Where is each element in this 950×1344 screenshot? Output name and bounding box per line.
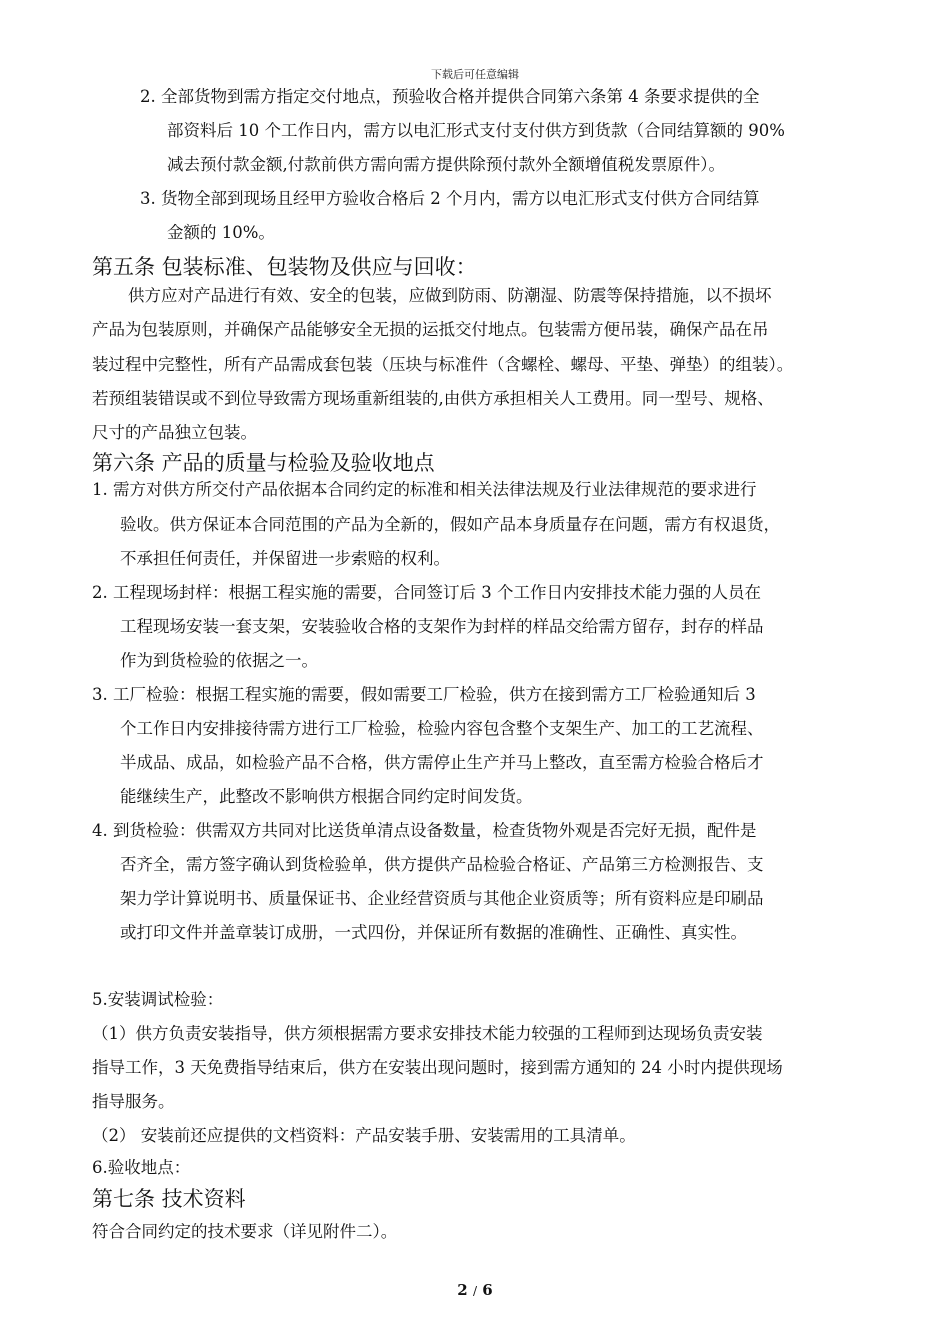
section-heading: 第六条 产品的质量与检验及验收地点 bbox=[92, 451, 435, 475]
paragraph-line: 不承担任何责任，并保留进一步索赔的权利。 bbox=[120, 549, 450, 568]
paragraph-line: 指导工作，3 天免费指导结束后，供方在安装出现问题时，接到需方通知的 24 小时内提供现场 bbox=[92, 1058, 783, 1077]
paragraph-line: 符合合同约定的技术要求（详见附件二）。 bbox=[92, 1222, 398, 1241]
paragraph-line: 2. 工程现场封样：根据工程实施的需要，合同签订后 3 个工作日内安排技术能力强的人员在 bbox=[92, 583, 761, 602]
page-separator: / bbox=[472, 1284, 478, 1298]
section-heading: 第七条 技术资料 bbox=[92, 1187, 246, 1211]
paragraph-line: 金额的 10%。 bbox=[167, 223, 275, 242]
paragraph-line: 2. 全部货物到需方指定交付地点，预验收合格并提供合同第六条第 4 条要求提供的全 bbox=[140, 87, 760, 106]
paragraph-line: 架力学计算说明书、质量保证书、企业经营资质与其他企业资质等；所有资料应是印刷品 bbox=[120, 889, 764, 908]
section-heading: 第五条 包装标准、包装物及供应与回收： bbox=[92, 255, 477, 279]
page-number bbox=[0, 1281, 950, 1299]
paragraph-line: 尺寸的产品独立包装。 bbox=[92, 423, 257, 442]
paragraph-line: 或打印文件并盖章装订成册，一式四份，并保证所有数据的准确性、正确性、真实性。 bbox=[120, 923, 747, 942]
paragraph-line: 减去预付款金额,付款前供方需向需方提供除预付款外全额增值税发票原件）。 bbox=[167, 155, 725, 174]
paragraph-line: 指导服务。 bbox=[92, 1092, 175, 1111]
paragraph-line: 5.安装调试检验： bbox=[92, 990, 224, 1009]
current-page: 2 bbox=[457, 1281, 468, 1299]
paragraph-line: 能继续生产，此整改不影响供方根据合同约定时间发货。 bbox=[120, 787, 533, 806]
total-pages: 6 bbox=[482, 1281, 493, 1299]
paragraph-line: 1. 需方对供方所交付产品依据本合同约定的标准和相关法律法规及行业法律规范的要求进行 bbox=[92, 480, 757, 499]
paragraph-line: （2） 安装前还应提供的文档资料：产品安装手册、安装需用的工具清单。 bbox=[92, 1126, 636, 1145]
paragraph-line: 部资料后 10 个工作日内，需方以电汇形式支付支付供方到货款（合同结算额的 90% bbox=[167, 121, 785, 140]
paragraph-line: 个工作日内安排接待需方进行工厂检验，检验内容包含整个支架生产、加工的工艺流程、 bbox=[120, 719, 764, 738]
paragraph-line: 3. 货物全部到现场且经甲方验收合格后 2 个月内，需方以电汇形式支付供方合同结算 bbox=[140, 189, 760, 208]
paragraph-line: 否齐全，需方签字确认到货检验单，供方提供产品检验合格证、产品第三方检测报告、支 bbox=[120, 855, 764, 874]
paragraph-line: （1）供方负责安装指导，供方须根据需方要求安排技术能力较强的工程师到达现场负责安装 bbox=[92, 1024, 763, 1043]
page-header: 下载后可任意编辑 bbox=[431, 68, 519, 81]
paragraph-line: 装过程中完整性，所有产品需成套包装（压块与标准件（含螺栓、螺母、平垫、弹垫）的组装）。 bbox=[92, 355, 794, 374]
paragraph-line: 供方应对产品进行有效、安全的包装，应做到防雨、防潮湿、防震等保持措施，以不损坏 bbox=[128, 286, 772, 305]
paragraph-line: 作为到货检验的依据之一。 bbox=[120, 651, 318, 670]
paragraph-line: 半成品、成品，如检验产品不合格，供方需停止生产并马上整改，直至需方检验合格后才 bbox=[120, 753, 764, 772]
paragraph-line: 验收。供方保证本合同范围的产品为全新的，假如产品本身质量存在问题，需方有权退货， bbox=[120, 515, 780, 534]
paragraph-line: 若预组装错误或不到位导致需方现场重新组装的,由供方承担相关人工费用。同一型号、规格、 bbox=[92, 389, 774, 408]
paragraph-line: 4. 到货检验：供需双方共同对比送货单清点设备数量，检查货物外观是否完好无损，配件是 bbox=[92, 821, 757, 840]
paragraph-line: 工程现场安装一套支架，安装验收合格的支架作为封样的样品交给需方留存，封存的样品 bbox=[120, 617, 764, 636]
paragraph-line: 6.验收地点： bbox=[92, 1158, 191, 1177]
paragraph-line: 产品为包装原则，并确保产品能够安全无损的运抵交付地点。包装需方便吊装，确保产品在吊 bbox=[92, 320, 769, 339]
paragraph-line: 3. 工厂检验：根据工程实施的需要，假如需要工厂检验，供方在接到需方工厂检验通知后 3 bbox=[92, 685, 756, 704]
